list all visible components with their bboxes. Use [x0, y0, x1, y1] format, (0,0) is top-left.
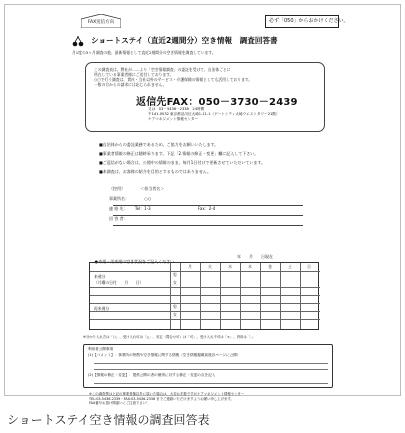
bullet-item: ■事業者情報の修正は随時承ります。下記「2.情報の修正・変更」欄に記入して下さい。 — [99, 151, 259, 156]
bullet-item: ■ご返信がない場合は、公開中の情報のまま、毎月1日付けで更新させていただいています。 — [99, 160, 266, 165]
name-label: 事業所名： — [109, 196, 129, 201]
must-dial-notice: 必ず「050」からおかけください。 — [265, 15, 339, 28]
respondent-underline — [113, 225, 303, 226]
office-label: （控用） — [109, 186, 125, 191]
comment-item: (1)【コメント】：事業所の特徴や空き情報に関する情報（空き情報掲載前後各ページに公開） — [88, 353, 241, 357]
row-next-week: 再来週分 — [94, 306, 110, 311]
row-this-week: 来週分 — [94, 274, 106, 279]
title-row — [69, 34, 342, 48]
respondent-label: 回 答 者： — [109, 216, 128, 221]
contact-underline — [113, 215, 303, 216]
day-thu: 木 — [248, 264, 252, 269]
ruled-line — [94, 363, 328, 364]
table-rule — [90, 319, 320, 320]
table-rule — [90, 287, 320, 288]
table-rule — [260, 263, 261, 329]
vacancy-date: 年 月 日現在 — [237, 254, 273, 259]
ruled-line — [94, 369, 328, 370]
survey-sheet — [69, 14, 349, 405]
info-contact: 又は 03－5436－2338 24時間 〒141-0032 東京都品川区大崎1-11-1（ゲートシティ大崎ウエストタワー21階） ケアマネジメント情報センター — [148, 107, 280, 121]
table-rule — [90, 311, 320, 312]
row-this-week-sub: （月曜の日付 月 日） — [94, 280, 144, 285]
table-rule — [90, 303, 320, 304]
image-frame — [4, 4, 401, 405]
name-value: ○○ — [144, 196, 152, 201]
day-sun: 日 — [307, 264, 311, 269]
table-rule — [220, 263, 221, 329]
page-title: ショートステイ（直近2週間分）空き情報 調査回答書 — [91, 36, 278, 45]
female-label: 女 — [173, 312, 177, 317]
ruled-line — [94, 383, 328, 384]
day-mon: 月 — [188, 264, 192, 269]
form-fields — [109, 184, 215, 224]
contact-label: 連 絡 先： — [109, 206, 128, 211]
male-label: 男 — [173, 304, 177, 309]
reply-fax-number: 返信先FAX：050－3730－2439 — [136, 97, 298, 108]
contact-fax: Fax：2-4 — [197, 206, 216, 211]
day-fri: 金 — [268, 264, 272, 269]
info-text: この調査表は、弊社が……より「空き情報調査」の委託を受けて、自治体ごとに 所在している事業者様にご送付しております。 ○○で行う調査は、貴社・当社以外のサービス・介護保険の情報としても活用しております。 一般の方からの請求には応じられません。 — [94, 67, 253, 87]
table-rule — [170, 263, 171, 329]
image-caption: ショートステイ空き情報の調査回答表 — [7, 413, 210, 427]
office-value: ＜担当者名＞ — [140, 186, 165, 191]
vacancy-table — [89, 262, 319, 330]
female-label: 女 — [173, 280, 177, 285]
correction-item: (2)【情報の修正・変更】：提供公開の者の個別に対する修正・変更の点を記入 — [88, 373, 216, 377]
table-rule — [90, 271, 320, 272]
vacancy-heading-text: ●来週・再来週の空き状況をご記入ください — [94, 259, 175, 264]
day-tue: 火 — [208, 264, 212, 269]
day-sat: 土 — [288, 264, 292, 269]
publication-box — [83, 344, 333, 388]
name-underline — [113, 205, 303, 206]
contact-tel: Tel：1-3 — [134, 206, 151, 211]
table-rule — [300, 263, 301, 329]
table-rule — [90, 295, 320, 296]
cherry-icon — [72, 35, 84, 47]
info-box — [85, 62, 325, 132]
bullet-item: ■本調査は、お客様の紹介を目的とするものではありません。 — [99, 169, 212, 174]
publication-header: 利用者公開事項 — [88, 347, 114, 351]
bullet-list — [99, 140, 265, 176]
male-label: 男 — [173, 272, 177, 277]
day-wed: 水 — [228, 264, 232, 269]
fax-tag-label: FAX送信方向 — [87, 20, 115, 25]
legend-note: ※分かり入れ方は「○」、受け入れ可は「△」、未定（問合せ可）は「可」。受け入れ不可は「×」。併用は「-」 — [83, 335, 255, 339]
fax-direction-tag — [81, 14, 121, 28]
table-rule — [280, 263, 281, 329]
table-rule — [240, 263, 241, 329]
table-rule — [200, 263, 201, 329]
table-rule — [180, 263, 181, 329]
bullet-item: ■自治体からの委託業務であるため、ご協力をお願いいたします。 — [99, 142, 219, 147]
subtitle: 月1度の3ヶ月調査の他、最新情報として直近2週間分の空き情報を調査しています。 — [72, 50, 216, 55]
footer-notice: ※この調査票は上記の事業者様以外に届いた場合は、大変お手数ですがケアマネジメント情報センター TEL:03-5436-2339・FAX:03-5436-2338 までご連絡いただけますようお願い申し上げます。 FAX番号お掛け間違いにご注意下さい！ — [89, 392, 245, 405]
